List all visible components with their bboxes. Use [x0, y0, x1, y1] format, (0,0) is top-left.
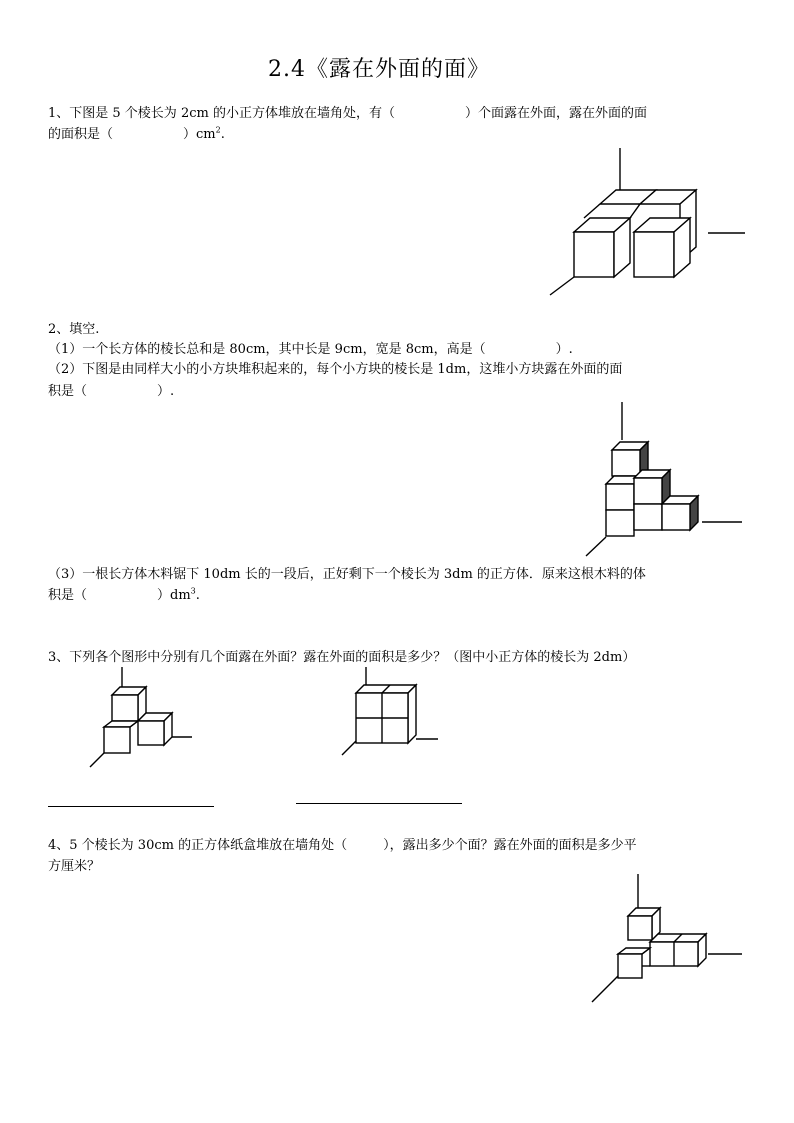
q2-part1-text-a: （1）一个长方体的棱长总和是 80cm，其中长是 9cm，宽是 8cm，高是（: [48, 342, 486, 357]
q2-part3-line1: （3）一根长方体木料锯下 10dm 长的一段后，正好剩下一个棱长为 3dm 的正方体．原来这根木料的体: [48, 567, 646, 582]
q4-text-a: 4、5 个棱长为 30cm 的正方体纸盒堆放在墙角处（: [48, 838, 348, 853]
q1-text-d: ）cm: [183, 127, 216, 142]
q2-part3-text-b: ）dm: [157, 588, 191, 603]
q4-line2: 方厘米？: [48, 859, 101, 874]
page-title: 2.4《露在外面的面》: [268, 57, 490, 82]
q1-text-c: 的面积是（: [48, 127, 114, 142]
q2-part3-text-a: 积是（: [48, 588, 88, 603]
q4-text-b: ），露出多少个面？露在外面的面积是多少平: [383, 838, 637, 853]
q1-unit-sup: 2: [215, 125, 221, 135]
q2-part2-line2: [48, 382, 174, 402]
q2-staircase-figure: [584, 400, 744, 560]
q2-heading: 2、填空.: [48, 322, 100, 337]
q1-line2: [48, 125, 225, 145]
q2-part2-text-b: ）.: [157, 384, 175, 399]
q3-answer-line-b[interactable]: [296, 803, 462, 804]
q4-line1: [48, 836, 637, 856]
q2-part1-text-b: ）.: [555, 342, 573, 357]
q2-part3-unit-sup: 3: [190, 586, 196, 596]
q1-line1: [48, 104, 647, 124]
q2-part3-line2: [48, 586, 200, 606]
q3-answer-line-a[interactable]: [48, 806, 214, 807]
q2-part2-text-a: 积是（: [48, 384, 88, 399]
q3-text: 3、下列各个图形中分别有几个面露在外面？露在外面的面积是多少？（图中小正方体的棱长为 2dm）: [48, 650, 636, 665]
q2-part2-line1: （2）下图是由同样大小的小方块堆积起来的，每个小方块的棱长是 1dm，这堆小方块露在外面的面: [48, 362, 623, 377]
q1-text-end: .: [220, 127, 225, 142]
q1-text-a: 1、下图是 5 个棱长为 2cm 的小正方体堆放在墙角处，有（: [48, 106, 395, 121]
q3-figure-a: [88, 665, 208, 775]
q3-figure-b: [340, 665, 450, 775]
q1-text-b: ）个面露在外面，露在外面的面: [464, 106, 647, 121]
q2-part3-text-end: .: [195, 588, 200, 603]
q2-part1: [48, 340, 573, 360]
q4-cube-figure: [590, 872, 750, 1007]
q1-cube-figure: [548, 148, 748, 308]
